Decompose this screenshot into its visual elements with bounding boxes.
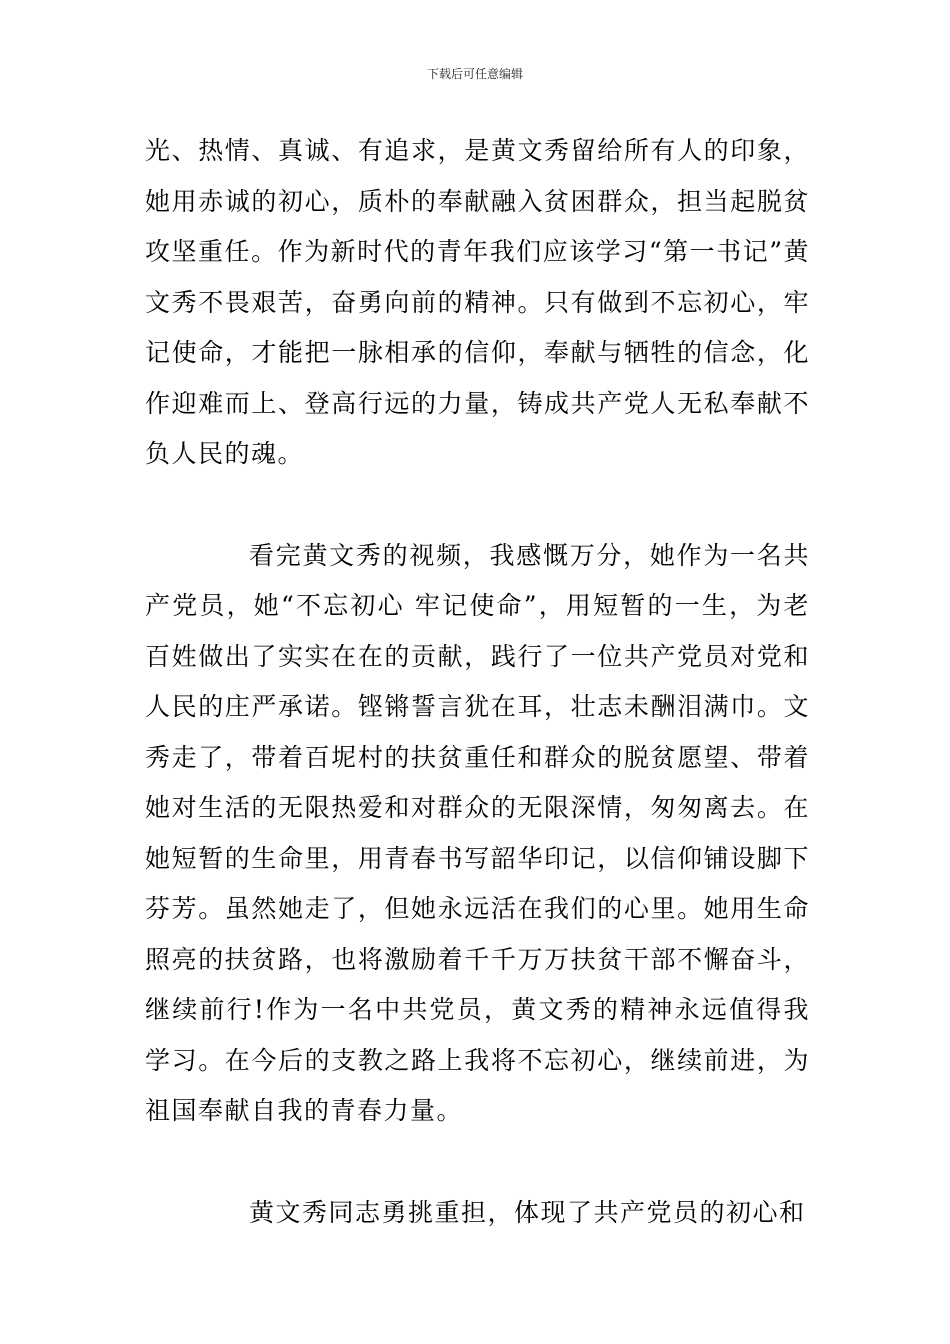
paragraph-spacer [145, 1137, 810, 1188]
document-body [145, 126, 810, 1238]
header-note: 下载后可任意编辑 [426, 67, 523, 81]
paragraph-2: 看完黄文秀的视频，我感慨万分，她作为一名共产党员，她“不忘初心 牢记使命”，用短暂的一生，为老百姓做出了实实在在的贡献，践行了一位共产党员对党和人民的庄严承诺。铿锵誓言犹在耳，壮志未酬泪满巾。文秀走了，带着百坭村的扶贫重任和群众的脱贫愿望、带着她对生活的无限热爱和对群众的无限深情，匆匆离去。在她短暂的生命里，用青春书写韶华印记，以信仰铺设脚下芬芳。虽然她走了，但她永远活在我们的心里。她用生命照亮的扶贫路，也将激励着千千万万扶贫干部不懈奋斗，继续前行!作为一名中共党员，黄文秀的精神永远值得我学习。在今后的支教之路上我将不忘初心，继续前进，为祖国奉献自我的青春力量。 [145, 540, 810, 1125]
paragraph-3: 黄文秀同志勇挑重担，体现了共产党员的初心和 [249, 1197, 806, 1227]
paragraph-spacer [145, 480, 810, 531]
paragraph-1: 光、热情、真诚、有追求，是黄文秀留给所有人的印象，她用赤诚的初心，质朴的奉献融入贫困群众，担当起脱贫攻坚重任。作为新时代的青年我们应该学习“第一书记”黄文秀不畏艰苦，奋勇向前的精神。只有做到不忘初心，牢记使命，才能把一脉相承的信仰，奉献与牺牲的信念，化作迎难而上、登高行远的力量，铸成共产党人无私奉献不负人民的魂。 [145, 136, 810, 468]
